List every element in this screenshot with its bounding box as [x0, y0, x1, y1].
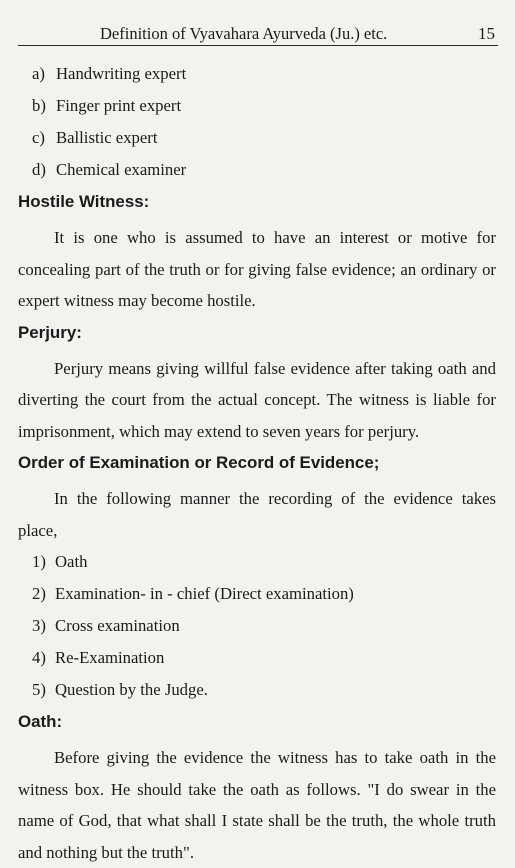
- list-marker: a): [32, 64, 45, 83]
- list-item: [18, 674, 496, 706]
- list-item: [18, 610, 496, 642]
- paragraph-oath: Before giving the evidence the witness has to take oath in the witness box. He should take the oath as follows. "I do swear in the name of God, that what shall I state shall be the truth, the whole truth and nothing but the truth".: [18, 748, 496, 862]
- paragraph-hostile-witness: It is one who is assumed to have an interest or motive for concealing part of the truth or for giving false evidence; an ordinary or expert witness may become hostile.: [18, 228, 496, 310]
- list-marker: c): [32, 128, 45, 147]
- examination-steps-list: [18, 546, 496, 706]
- list-marker: 2): [32, 584, 46, 603]
- list-item-text: Question by the Judge.: [55, 680, 208, 699]
- list-marker: 4): [32, 648, 46, 667]
- paragraph-perjury: Perjury means giving willful false evidence after taking oath and diverting the court from the actual concept. The witness is liable for imprisonment, which may extend to seven years for perjury.: [18, 358, 496, 441]
- list-item-text: Cross examination: [55, 616, 180, 635]
- section-heading-order-of-examination: Order of Examination or Record of Evidence;: [18, 453, 380, 472]
- list-marker: 1): [32, 552, 46, 571]
- list-item: [18, 578, 496, 610]
- list-marker: b): [32, 96, 46, 115]
- list-item-text: Ballistic expert: [56, 128, 158, 147]
- list-item: [18, 546, 496, 578]
- list-item: [18, 90, 496, 122]
- paragraph-order-of-examination: In the following manner the recording of the evidence takes place,: [18, 489, 496, 540]
- header-rule: [18, 45, 498, 46]
- page-content: [18, 58, 496, 868]
- expert-list: [18, 58, 496, 186]
- list-item-text: Oath: [55, 552, 88, 571]
- running-title: Definition of Vyavahara Ayurveda (Ju.) etc.: [100, 24, 388, 43]
- section-heading-perjury: Perjury:: [18, 322, 82, 342]
- list-item: [18, 154, 496, 186]
- list-item: [18, 58, 496, 90]
- list-marker: 3): [32, 616, 46, 635]
- list-item: [18, 642, 496, 674]
- list-marker: d): [32, 160, 46, 179]
- page-number: 15: [478, 24, 495, 43]
- list-marker: 5): [32, 680, 46, 699]
- list-item: [18, 122, 496, 154]
- list-item-text: Examination- in - chief (Direct examination): [55, 584, 354, 603]
- section-heading-oath: Oath:: [18, 712, 63, 731]
- list-item-text: Finger print expert: [56, 96, 182, 115]
- list-item-text: Chemical examiner: [56, 160, 187, 179]
- section-heading-hostile-witness: Hostile Witness:: [18, 192, 150, 211]
- list-item-text: Handwriting expert: [56, 64, 187, 83]
- list-item-text: Re-Examination: [55, 648, 165, 667]
